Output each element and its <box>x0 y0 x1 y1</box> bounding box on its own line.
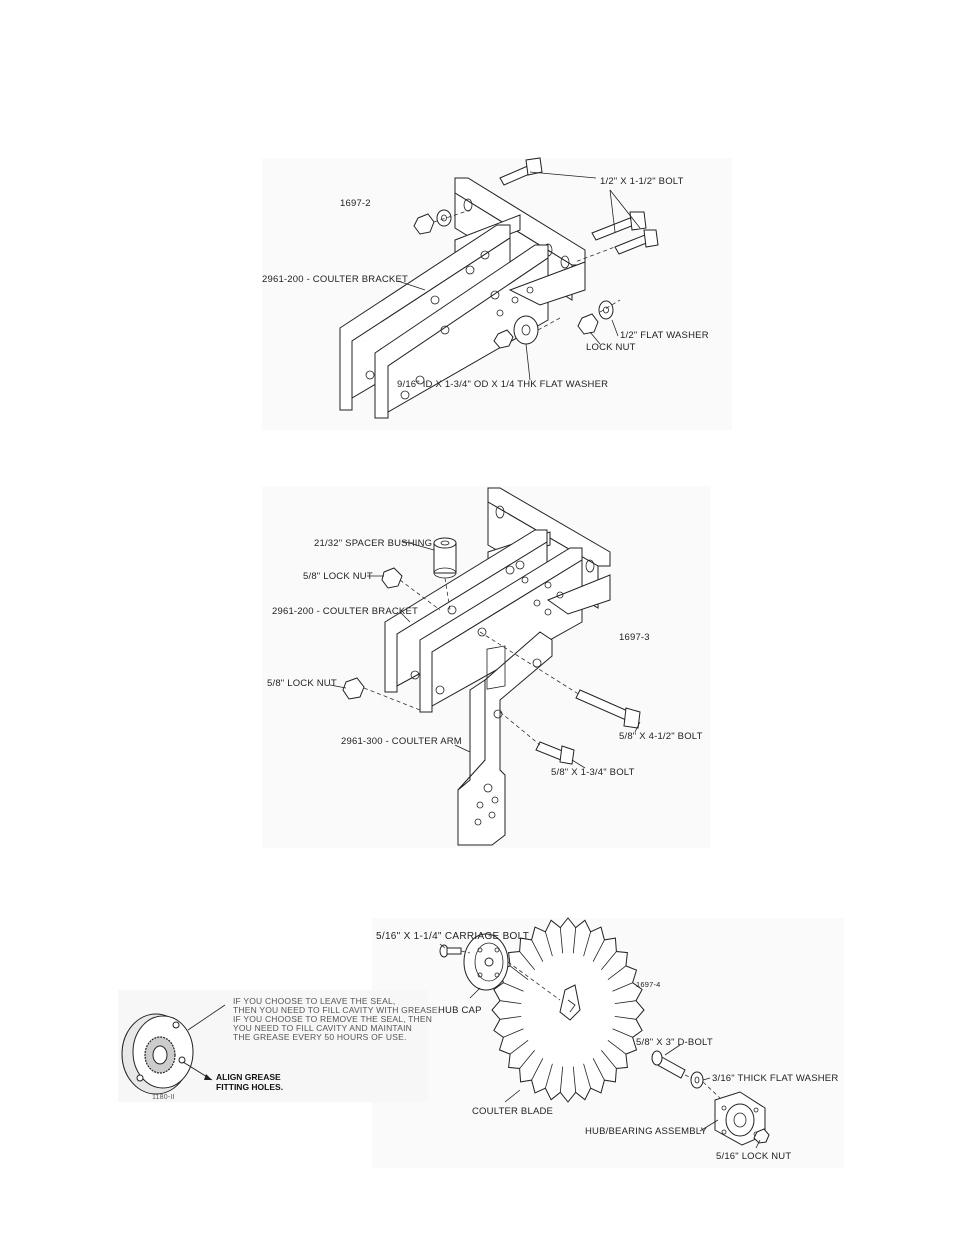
label-lock-nut: 5/16" LOCK NUT <box>716 1151 792 1162</box>
label-hub-cap: HUB CAP <box>438 1005 482 1016</box>
label-lock-nut-top: 5/8" LOCK NUT <box>303 571 373 582</box>
thick-washer-icon <box>691 1072 703 1088</box>
grease-note-line-5: THE GREASE EVERY 50 HOURS OF USE. <box>233 1032 407 1042</box>
flat-washer-icon <box>599 301 613 319</box>
label-d-bolt: 5/8" X 3" D-BOLT <box>636 1037 713 1048</box>
grease-note-line-1: IF YOU CHOOSE TO LEAVE THE SEAL, <box>233 996 396 1006</box>
label-flat-washer: 1/2" FLAT WASHER <box>620 330 709 341</box>
spacer-bushing-icon <box>434 538 456 578</box>
label-coulter-bracket: 2961-200 - COULTER BRACKET <box>272 606 418 617</box>
figure-3-id: 1697-4 <box>636 980 661 989</box>
label-coulter-bracket: 2961-200 - COULTER BRACKET <box>262 274 408 285</box>
label-coulter-blade: COULTER BLADE <box>472 1106 554 1117</box>
figure-1-coulter-bracket <box>262 158 732 430</box>
label-big-washer: 9/16" ID X 1-3/4" OD X 1/4 THK FLAT WASHER <box>397 379 609 390</box>
label-lock-nut: LOCK NUT <box>586 342 636 353</box>
grease-note-line-4: YOU NEED TO FILL CAVITY AND MAINTAIN <box>233 1023 412 1033</box>
label-spacer-bushing: 21/32" SPACER BUSHING <box>314 538 433 549</box>
inset-grease-hub <box>118 990 440 1102</box>
align-callout-line-2: FITTING HOLES. <box>216 1082 284 1092</box>
label-lock-nut-bottom: 5/8" LOCK NUT <box>267 678 337 689</box>
label-hub-bearing-assembly: HUB/BEARING ASSEMBLY <box>585 1126 708 1137</box>
figure-2-coulter-arm <box>262 486 710 848</box>
grease-note-line-2: THEN YOU NEED TO FILL CAVITY WITH GREASE. <box>233 1005 441 1015</box>
flat-washer-icon <box>437 210 451 226</box>
figure-2-id: 1697-3 <box>619 632 650 643</box>
label-long-bolt: 5/8" X 4-1/2" BOLT <box>619 731 703 742</box>
hub-cap-icon <box>464 934 508 990</box>
big-flat-washer-icon <box>514 316 538 344</box>
label-thick-washer: 3/16" THICK FLAT WASHER <box>712 1073 839 1084</box>
label-short-bolt: 5/8" X 1-3/4" BOLT <box>551 767 635 778</box>
label-bolt: 1/2" X 1-1/2" BOLT <box>600 176 684 187</box>
align-callout-line-1: ALIGN GREASE <box>216 1072 281 1082</box>
grease-note-line-3: IF YOU CHOOSE TO REMOVE THE SEAL, THEN <box>233 1014 433 1024</box>
figure-1-id: 1697-2 <box>340 198 371 209</box>
label-coulter-arm: 2961-300 - COULTER ARM <box>341 736 462 747</box>
figure-3-coulter-blade <box>372 918 844 1168</box>
label-carriage-bolt: 5/16" X 1-1/4" CARRIAGE BOLT <box>376 931 530 942</box>
inset-id: 1180-II <box>152 1094 175 1101</box>
